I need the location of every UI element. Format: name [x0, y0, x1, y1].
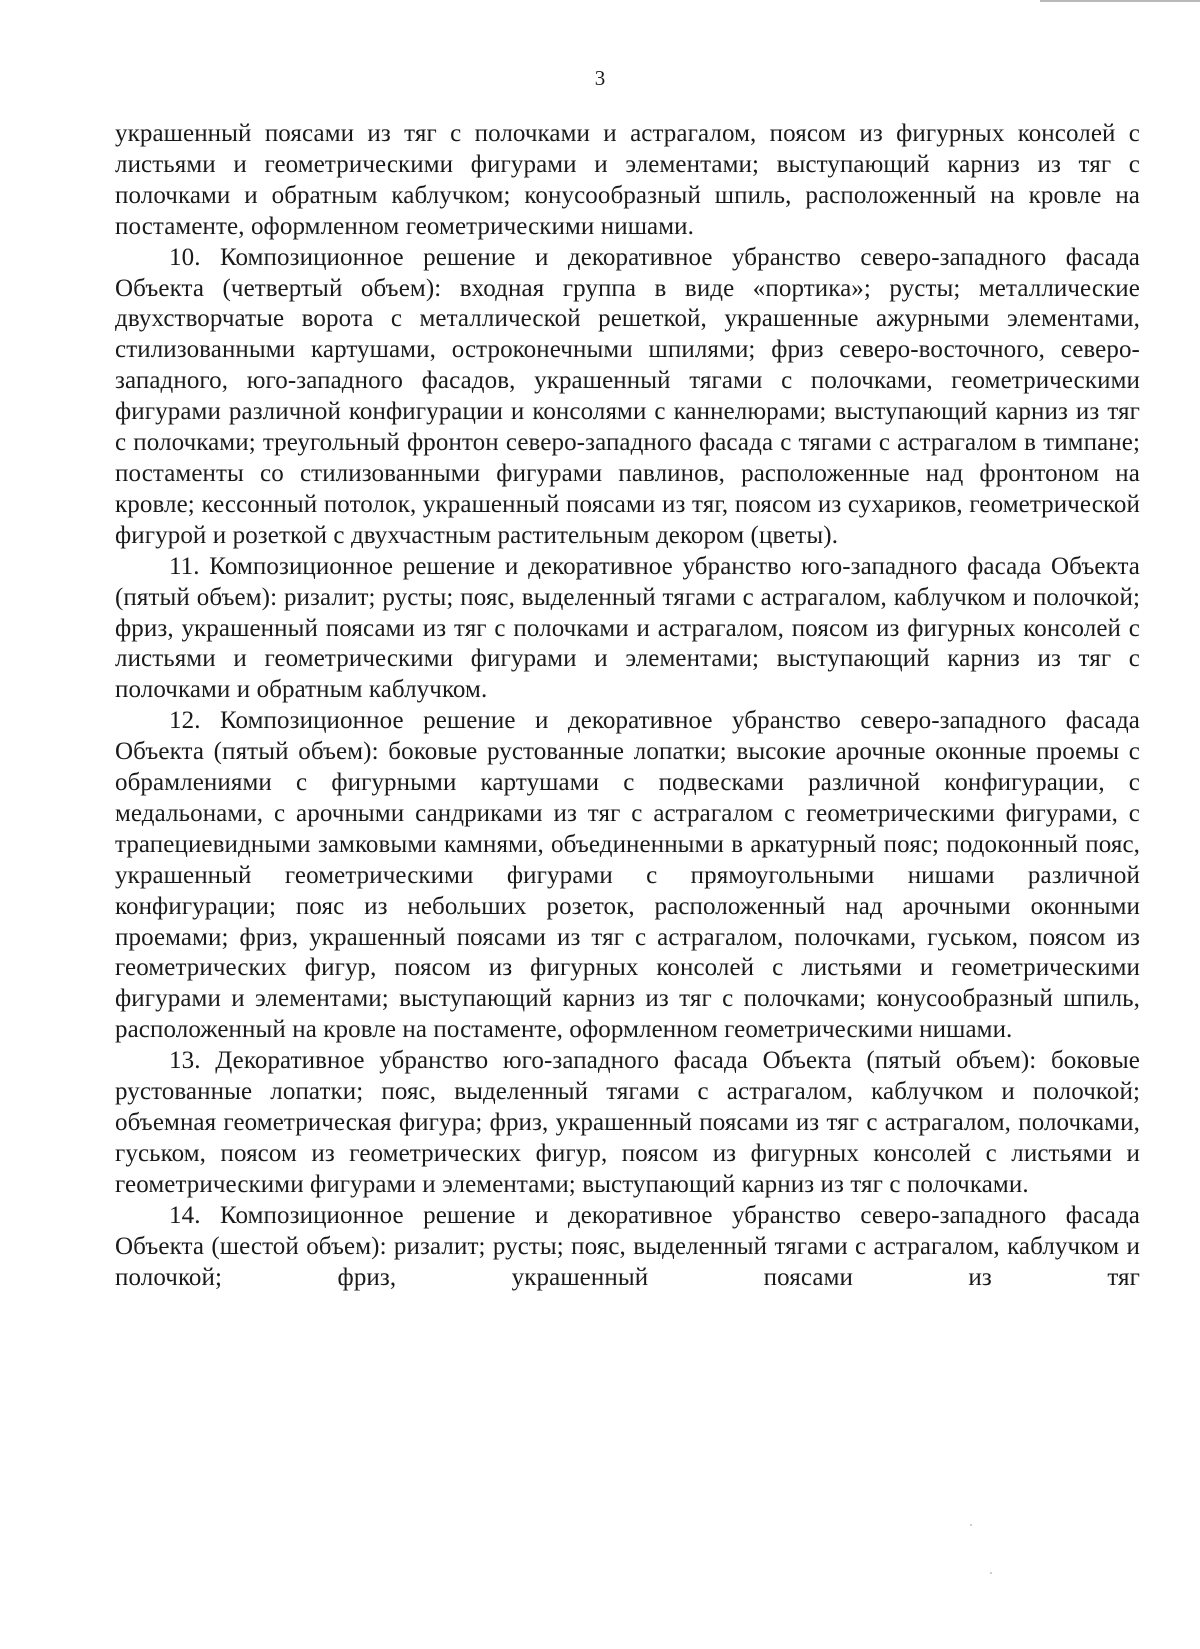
scan-edge-mark — [1040, 0, 1200, 2]
paragraph-item-12: 12. Композиционное решение и декоративное убранство северо-западного фасада Объекта (пятый объем): боковые рустованные лопатки; высокие арочные оконные проемы с обрамлениями с фигурными картушами с подвесками различной конфигурации, с медальонами, с арочными сандриками из тяг с астрагалом с геометрическими фигурами, с трапециевидными замковыми камнями, объединенными в аркатурный пояс; подоконный пояс, украшенный геометрическими фигурами с прямоугольными нишами различной конфигурации; пояс из небольших розеток, расположенный над арочными оконными проемами; фриз, украшенный поясами из тяг с астрагалом, полочками, гуськом, поясом из геометрических фигур, поясом из фигурных консолей с листьями и геометрическими фигурами и элементами; выступающий карниз из тяг с полочками; конусообразный шпиль, расположенный на кровле на постаменте, оформленном геометрическими нишами. — [115, 707, 1140, 1044]
paragraph-item-14: 14. Композиционное решение и декоративное убранство северо-западного фасада Объекта (шестой объем): ризалит; русты; пояс, выделенный тягами с астрагалом, каблучком и полочкой; фриз, украшенный поясами из тяг — [115, 1201, 1140, 1291]
scan-speck — [990, 1572, 992, 1574]
document-body — [115, 119, 1140, 1293]
paragraph-continuation: украшенный поясами из тяг с полочками и астрагалом, поясом из фигурных консолей с листьями и геометрическими фигурами и элементами; выступающий карниз из тяг с полочками и обратным каблучком; конусообразный шпиль, расположенный на кровле на постаменте, оформленном геометрическими нишами. — [115, 120, 1140, 240]
paragraph-item-13: 13. Декоративное убранство юго-западного фасада Объекта (пятый объем): боковые рустованные лопатки; пояс, выделенный тягами с астрагалом, каблучком и полочкой; объемная геометрическая фигура; фриз, украшенный поясами из тяг с астрагалом, полочками, гуськом, поясом из геометрических фигур, поясом из фигурных консолей с листьями и геометрическими фигурами и элементами; выступающий карниз из тяг с полочками. — [115, 1047, 1140, 1198]
page-number: 3 — [594, 66, 606, 90]
paragraph-item-10: 10. Композиционное решение и декоративное убранство северо-западного фасада Объекта (четвертый объем): входная группа в виде «портика»; русты; металлические двухстворчатые ворота с металлической решеткой, украшенные ажурными элементами, стилизованными картушами, остроконечными шпилями; фриз северо-восточного, северо-западного, юго-западного фасадов, украшенный тягами с полочками, геометрическими фигурами различной конфигурации и консолями с каннелюрами; выступающий карниз из тяг с полочками; треугольный фронтон северо-западного фасада с тягами с астрагалом в тимпане; постаменты со стилизованными фигурами павлинов, расположенные над фронтоном на кровле; кессонный потолок, украшенный поясами из тяг, поясом из сухариков, геометрической фигурой и розеткой с двухчастным растительным декором (цветы). — [115, 243, 1140, 549]
paragraph-item-11: 11. Композиционное решение и декоративное убранство юго-западного фасада Объекта (пятый объем): ризалит; русты; пояс, выделенный тягами с астрагалом, каблучком и полочкой; фриз, украшенный поясами из тяг с полочками и астрагалом, поясом из фигурных консолей с листьями и геометрическими фигурами и элементами; выступающий карниз из тяг с полочками и обратным каблучком. — [115, 552, 1140, 704]
scan-speck — [970, 1524, 972, 1526]
